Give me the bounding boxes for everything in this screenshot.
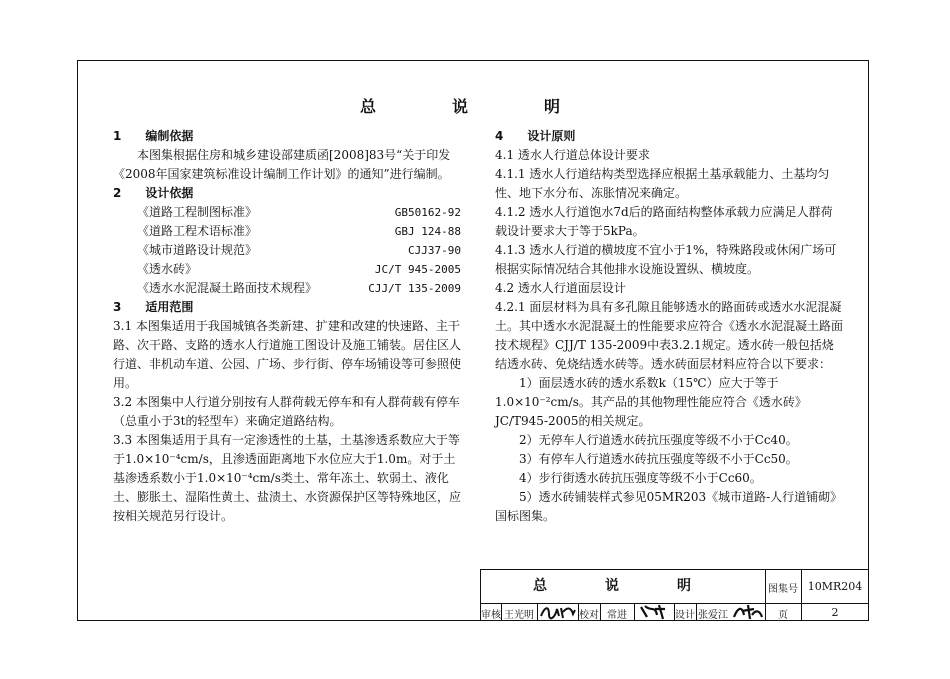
- section-1-heading: 1 编制依据: [113, 129, 194, 143]
- reference-list: [113, 203, 461, 298]
- checker-name: 常进: [607, 610, 627, 621]
- clause-4-1-1: 4.1.1 透水人行道结构类型选择应根据土基承载能力、土基均匀性、地下水分布、冻胀情况来确定。: [495, 167, 830, 200]
- clause-4-2: 4.2 透水人行道面层设计: [495, 281, 626, 295]
- title-block: [480, 569, 869, 621]
- reference-code: GB50162-92: [394, 206, 461, 219]
- reference-code: CJJ37-90: [408, 244, 461, 257]
- divider: [537, 603, 538, 621]
- clause-3-1: 3.1 本图集适用于我国城镇各类新建、扩建和改建的快速路、主干路、次干路、支路的透水人行道施工图设计及施工铺装。居住区人行道、非机动车道、公园、广场、步行街、停车场铺设等可参照使用。: [113, 319, 462, 390]
- review-label: 审核: [481, 610, 501, 621]
- reference-name: 《透水砖》: [137, 262, 198, 276]
- requirement-item-1: 1）面层透水砖的透水系数k（15℃）应大于等于1.0×10⁻²cm/s。其产品的其他物理性能应符合《透水砖》JC/T945-2005的相关规定。: [495, 376, 807, 428]
- left-column: [113, 127, 461, 526]
- page-label: 页: [778, 610, 788, 621]
- reference-code: GBJ 124-88: [394, 225, 461, 238]
- atlas-label: 图集号: [768, 584, 798, 595]
- check-label: 校对: [579, 610, 599, 621]
- section-3-heading: 3 适用范围: [113, 300, 194, 314]
- title-block-bottom-row: [481, 603, 869, 621]
- clause-4-1: 4.1 透水人行道总体设计要求: [495, 148, 650, 162]
- reviewer-signature-icon: [539, 604, 577, 620]
- reference-code: JC/T 945-2005: [374, 263, 461, 276]
- title-block-top-row: [481, 570, 869, 604]
- reviewer-name: 王光明: [504, 610, 534, 621]
- clause-3-2: 3.2 本图集中人行道分别按有人群荷载无停车和有人群荷载有停车（总重小于3t的轻型车）来确定道路结构。: [113, 395, 460, 428]
- right-column: [495, 127, 843, 526]
- design-label: 设计: [675, 610, 695, 621]
- clause-3-3: 3.3 本图集适用于具有一定渗透性的土基，土基渗透系数应大于等于1.0×10⁻⁴cm/s，且渗透面距离地下水位应大于1.0m。对于土基渗透系数小于1.0×10⁻⁴cm/s类土、常年冻土、软弱土、液化土、膨胀土、湿陷性黄土、盐渍土、水资源保护区等特殊地区，应按相关规范另行设计。: [113, 433, 462, 523]
- clause-4-1-2: 4.1.2 透水人行道饱水7d后的路面结构整体承载力应满足人群荷载设计要求大于等于5kPa。: [495, 205, 833, 238]
- page-title: 总 说 明: [359, 97, 590, 116]
- requirement-item-4: 4）步行街透水砖抗压强度等级不小于Cc60。: [519, 471, 762, 485]
- designer-signature-icon: [732, 603, 764, 621]
- designer-name: 张爱江: [698, 610, 728, 621]
- requirement-item-5: 5）透水砖铺装样式参见05MR203《城市道路-人行道铺砌》国标图集。: [495, 490, 843, 523]
- atlas-number: 10MR204: [807, 580, 863, 593]
- reference-code: CJJ/T 135-2009: [368, 282, 461, 295]
- requirement-item-2: 2）无停车人行道透水砖抗压强度等级不小于Cc40。: [519, 433, 798, 447]
- clause-4-1-3: 4.1.3 透水人行道的横坡度不宜小于1%，特殊路段或休闲广场可根据实际情况结合其他排水设施设置纵、横坡度。: [495, 243, 837, 276]
- reference-item: [113, 222, 461, 241]
- divider: [634, 603, 635, 621]
- section-2-heading: 2 设计依据: [113, 186, 194, 200]
- checker-signature-icon: [637, 603, 671, 621]
- section-4-heading: 4 设计原则: [495, 129, 576, 143]
- requirement-item-3: 3）有停车人行道透水砖抗压强度等级不小于Cc50。: [519, 452, 798, 466]
- reference-name: 《道路工程制图标准》: [137, 205, 258, 219]
- title-block-title: 总 说 明: [533, 578, 713, 594]
- reference-name: 《道路工程术语标准》: [137, 224, 258, 238]
- clause-4-2-1: 4.2.1 面层材料为具有多孔隙且能够透水的路面砖或透水水泥混凝土。其中透水水泥混凝土的性能要求应符合《透水水泥混凝土路面技术规程》CJJ/T 135-2009中表3.2.1规定。透水砖一般包括烧结透水砖、免烧结透水砖等。透水砖面层材料应符合以下要求：: [495, 300, 844, 371]
- section-1-text: 本图集根据住房和城乡建设部建质函[2008]83号“关于印发《2008年国家建筑标准设计编制工作计划》的通知”进行编制。: [113, 148, 451, 181]
- page-number: 2: [831, 606, 839, 619]
- reference-name: 《透水水泥混凝土路面技术规程》: [137, 281, 318, 295]
- reference-item: [113, 260, 461, 279]
- reference-item: [113, 279, 461, 298]
- reference-item: [113, 203, 461, 222]
- reference-item: [113, 241, 461, 260]
- reference-name: 《城市道路设计规范》: [137, 243, 258, 257]
